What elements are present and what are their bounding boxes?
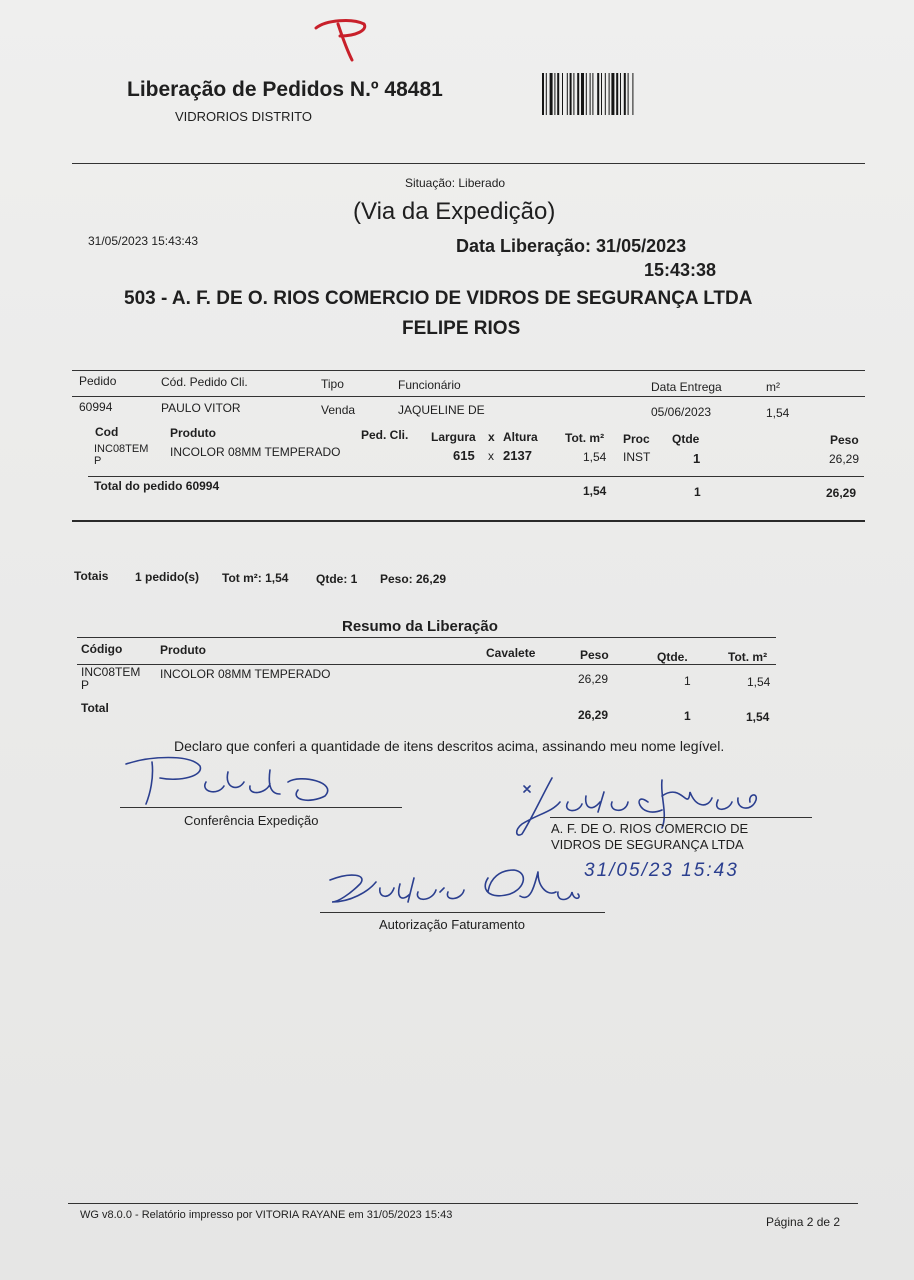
- status-text: Situação: Liberado: [405, 176, 506, 190]
- summary-col-qtde: Qtde.: [657, 650, 688, 664]
- items-col-peso: Peso: [830, 433, 859, 447]
- order-bottom-rule: [72, 520, 865, 522]
- client-name: 503 - A. F. DE O. RIOS COMERCIO DE VIDROS DE SEGURANÇA LTDA: [124, 288, 753, 309]
- client-contact: FELIPE RIOS: [402, 318, 521, 339]
- summary-codigo-line2: P: [81, 678, 90, 692]
- items-col-tot-m2: Tot. m²: [565, 431, 605, 445]
- items-total-rule: [88, 476, 864, 477]
- order-m2: 1,54: [766, 406, 790, 420]
- faturamento-label: Autorização Faturamento: [379, 917, 525, 932]
- order-total-qtde: 1: [694, 485, 701, 499]
- summary-col-cavalete: Cavalete: [486, 646, 536, 660]
- items-col-x: x: [488, 430, 495, 444]
- totals-peso: Peso: 26,29: [380, 572, 447, 586]
- summary-codigo-line1: INC08TEM: [81, 665, 141, 679]
- item-qtde: 1: [693, 451, 701, 466]
- col-cod-cli-label: Cód. Pedido Cli.: [161, 375, 248, 389]
- order-total-label: Total do pedido 60994: [94, 479, 220, 493]
- summary-col-tot-m2: Tot. m²: [728, 650, 768, 664]
- page-number: Página 2 de 2: [766, 1215, 841, 1229]
- col-pedido-label: Pedido: [79, 374, 117, 388]
- item-row-cod: [94, 443, 148, 467]
- summary-top-rule: [77, 637, 776, 638]
- signature-faturamento: [320, 858, 590, 923]
- declaration-text: Declaro que conferi a quantidade de itens descritos acima, assinando meu nome legível.: [174, 738, 725, 754]
- item-produto: INCOLOR 08MM TEMPERADO: [170, 445, 341, 459]
- item-peso: 26,29: [829, 452, 860, 466]
- items-col-qtde: Qtde: [672, 432, 700, 446]
- order-number: 60994: [79, 400, 113, 414]
- client-label-line1: A. F. DE O. RIOS COMERCIO DE: [551, 821, 749, 836]
- summary-produto: INCOLOR 08MM TEMPERADO: [160, 667, 331, 681]
- summary-total-label: Total: [81, 701, 109, 715]
- summary-total-peso: 26,29: [578, 708, 609, 722]
- summary-header-rule: [77, 664, 776, 665]
- summary-peso: 26,29: [578, 672, 609, 686]
- copy-type: (Via da Expedição): [353, 198, 556, 225]
- items-col-proc: Proc: [623, 432, 650, 446]
- signature-line-expedicao: [120, 807, 402, 808]
- items-col-produto: Produto: [170, 426, 216, 440]
- order-total-peso: 26,29: [826, 486, 857, 500]
- totals-pedidos: 1 pedido(s): [135, 570, 200, 584]
- report-info: WG v8.0.0 - Relatório impresso por VITORIA RAYANE em 31/05/2023 15:43: [80, 1209, 453, 1221]
- totals-tot-m2: Tot m²: 1,54: [222, 571, 289, 585]
- item-tot-m2: 1,54: [583, 450, 607, 464]
- document-title: Liberação de Pedidos N.º 48481: [127, 78, 443, 101]
- expedicao-label: Conferência Expedição: [184, 813, 319, 828]
- footer-rule: [68, 1203, 858, 1204]
- client-signature-label: [551, 821, 748, 853]
- summary-col-codigo: Código: [81, 642, 123, 656]
- item-x: x: [488, 449, 494, 463]
- header-divider: [72, 163, 865, 164]
- handwritten-date: 31/05/23 15:43: [584, 860, 739, 881]
- summary-col-peso: Peso: [580, 648, 609, 662]
- summary-title: Resumo da Liberação: [342, 618, 498, 635]
- items-col-ped-cli: Ped. Cli.: [361, 428, 409, 442]
- summary-total-tot-m2: 1,54: [746, 710, 770, 724]
- item-cod-line1: INC08TEM: [94, 443, 149, 455]
- item-cod-line2: P: [94, 455, 102, 467]
- col-data-entrega-label: Data Entrega: [651, 380, 722, 394]
- item-altura: 2137: [503, 448, 532, 463]
- order-tipo: Venda: [321, 403, 356, 417]
- printed-datetime: 31/05/2023 15:43:43: [88, 234, 199, 248]
- col-tipo-label: Tipo: [321, 377, 344, 391]
- release-date: Data Liberação: 31/05/2023: [456, 236, 687, 256]
- col-funcionario-label: Funcionário: [398, 378, 461, 392]
- release-time: 15:43:38: [644, 260, 717, 280]
- company-name: VIDRORIOS DISTRITO: [175, 109, 312, 124]
- summary-total-qtde: 1: [684, 709, 691, 723]
- totals-qtde: Qtde: 1: [316, 572, 358, 586]
- order-header-rule: [72, 396, 865, 397]
- order-funcionario: JAQUELINE DE: [398, 403, 485, 417]
- summary-qtde: 1: [684, 674, 691, 688]
- totals-label: Totais: [74, 569, 109, 583]
- items-col-cod: Cod: [95, 425, 119, 439]
- summary-col-produto: Produto: [160, 643, 206, 657]
- client-label-line2: VIDROS DE SEGURANÇA LTDA: [551, 837, 744, 852]
- col-m2-label: m²: [766, 380, 780, 394]
- order-cod-cli: PAULO VITOR: [161, 401, 241, 415]
- items-col-altura: Altura: [503, 430, 538, 444]
- summary-row-codigo: [81, 666, 140, 692]
- item-largura: 615: [453, 448, 475, 463]
- order-top-rule: [72, 370, 865, 371]
- summary-tot-m2: 1,54: [747, 675, 771, 689]
- order-data-entrega: 05/06/2023: [651, 405, 712, 419]
- items-col-largura: Largura: [431, 430, 476, 444]
- signature-line-faturamento: [320, 912, 605, 913]
- handwritten-red-mark: [312, 14, 372, 67]
- item-proc: INST: [623, 450, 651, 464]
- barcode: [542, 73, 685, 115]
- order-total-m2: 1,54: [583, 484, 607, 498]
- signature-line-client: [550, 817, 812, 818]
